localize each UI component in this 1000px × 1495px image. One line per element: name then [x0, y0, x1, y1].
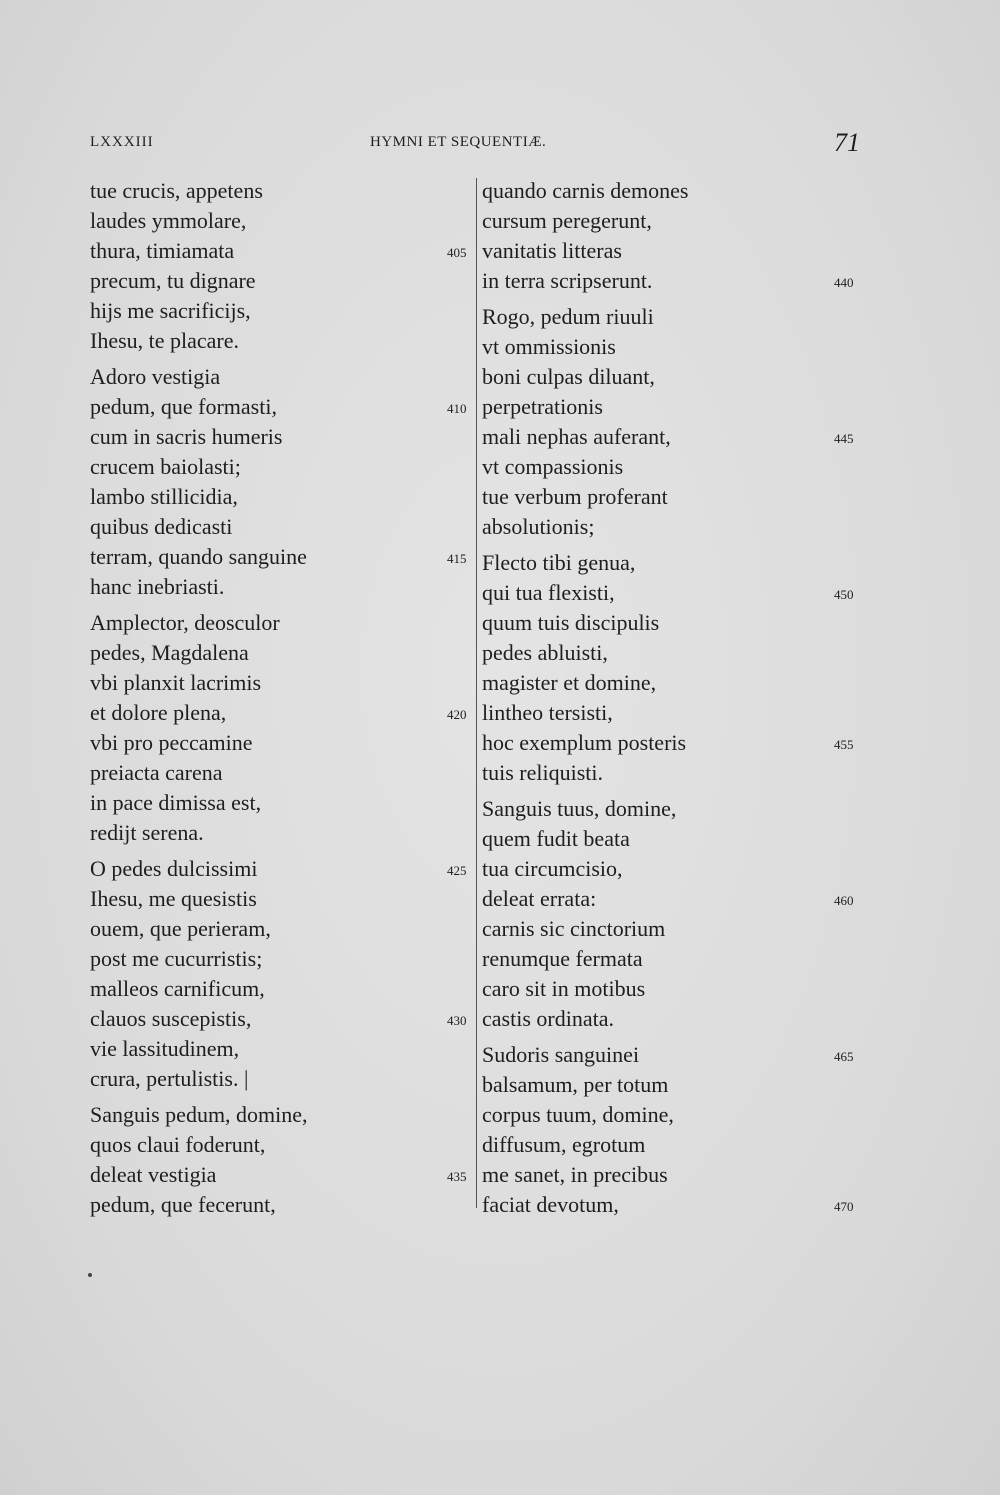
verse-line — [90, 236, 475, 266]
stanza — [90, 608, 475, 848]
verse-line — [90, 638, 475, 668]
verse-line — [90, 668, 475, 698]
verse-text: carnis sic cinctorium — [482, 916, 666, 941]
verse-line — [90, 854, 475, 884]
line-number: 470 — [834, 1199, 854, 1214]
left-column — [90, 176, 475, 1226]
verse-line — [482, 578, 882, 608]
verse-line — [90, 698, 475, 728]
verse-line — [90, 542, 475, 572]
verse-line — [482, 236, 882, 266]
verse-text: quibus dedicasti — [90, 514, 233, 539]
verse-line — [90, 572, 475, 602]
verse-line — [90, 758, 475, 788]
verse-text: vt ommissionis — [482, 334, 616, 359]
verse-text: quando carnis demones — [482, 178, 689, 203]
verse-line — [482, 668, 882, 698]
verse-line — [482, 794, 882, 824]
verse-text: pedum, que formasti, — [90, 394, 277, 419]
verse-text: tua circumcisio, — [482, 856, 623, 881]
verse-text: magister et domine, — [482, 670, 657, 695]
verse-text: crura, pertulistis. | — [90, 1066, 249, 1091]
verse-text: thura, timiamata — [90, 238, 235, 263]
verse-text: Flecto tibi genua, — [482, 550, 636, 575]
verse-line — [482, 974, 882, 1004]
verse-line — [482, 332, 882, 362]
verse-text: ouem, que perieram, — [90, 916, 271, 941]
verse-line — [482, 1130, 882, 1160]
verse-line — [90, 974, 475, 1004]
verse-text: qui tua flexisti, — [482, 580, 615, 605]
verse-line — [90, 512, 475, 542]
line-number: 430 — [447, 1013, 467, 1028]
verse-line — [90, 1034, 475, 1064]
verse-line — [482, 266, 882, 296]
stanza — [482, 302, 882, 542]
verse-text: pedes abluisti, — [482, 640, 608, 665]
verse-text: hijs me sacrificijs, — [90, 298, 251, 323]
verse-text: Ihesu, te placare. — [90, 328, 240, 353]
verse-line — [482, 176, 882, 206]
verse-text: pedes, Magdalena — [90, 640, 249, 665]
verse-line — [90, 944, 475, 974]
line-number: 425 — [447, 863, 467, 878]
verse-line — [90, 608, 475, 638]
line-number: 465 — [834, 1049, 854, 1064]
verse-line — [90, 422, 475, 452]
verse-line — [90, 1160, 475, 1190]
verse-text: absolutionis; — [482, 514, 595, 539]
verse-text: laudes ymmolare, — [90, 208, 247, 233]
verse-line — [482, 512, 882, 542]
line-number: 450 — [834, 587, 854, 602]
stanza — [482, 548, 882, 788]
verse-line — [90, 362, 475, 392]
verse-text: caro sit in motibus — [482, 976, 646, 1001]
verse-line — [482, 698, 882, 728]
line-number: 435 — [447, 1169, 467, 1184]
verse-text: diffusum, egrotum — [482, 1132, 646, 1157]
line-number: 415 — [447, 551, 467, 566]
verse-line — [482, 608, 882, 638]
verse-text: in pace dimissa est, — [90, 790, 262, 815]
verse-text: pedum, que fecerunt, — [90, 1192, 276, 1217]
stanza — [90, 1100, 475, 1220]
header-chapter-number: LXXXIII — [90, 134, 154, 150]
verse-text: Amplector, deosculor — [90, 610, 280, 635]
verse-text: O pedes dulcissimi — [90, 856, 258, 881]
line-number: 455 — [834, 737, 854, 752]
verse-line — [90, 482, 475, 512]
verse-text: vbi pro peccamine — [90, 730, 253, 755]
verse-text: vie lassitudinem, — [90, 1036, 240, 1061]
verse-line — [482, 914, 882, 944]
verse-text: hoc exemplum posteris — [482, 730, 687, 755]
verse-line — [482, 854, 882, 884]
verse-line — [482, 302, 882, 332]
verse-text: Sudoris sanguinei — [482, 1042, 640, 1067]
verse-text: lambo stillicidia, — [90, 484, 238, 509]
verse-text: post me cucurristis; — [90, 946, 263, 971]
verse-line — [90, 1130, 475, 1160]
verse-text: faciat devotum, — [482, 1192, 619, 1217]
stanza — [90, 854, 475, 1094]
verse-text: et dolore plena, — [90, 700, 227, 725]
verse-text: mali nephas auferant, — [482, 424, 671, 449]
verse-text: corpus tuum, domine, — [482, 1102, 674, 1127]
verse-text: castis ordinata. — [482, 1006, 614, 1031]
verse-text: Rogo, pedum riuuli — [482, 304, 654, 329]
verse-text: vanitatis litteras — [482, 238, 622, 263]
page-number: 71 — [834, 128, 860, 157]
header-title: HYMNI ET SEQUENTIÆ. — [370, 134, 547, 150]
line-number: 410 — [447, 401, 467, 416]
verse-line — [90, 818, 475, 848]
verse-line — [482, 638, 882, 668]
verse-line — [90, 206, 475, 236]
verse-line — [90, 1190, 475, 1220]
verse-text: deleat errata: — [482, 886, 597, 911]
line-number: 405 — [447, 245, 467, 260]
verse-text: quem fudit beata — [482, 826, 630, 851]
verse-line — [482, 1070, 882, 1100]
line-number: 440 — [834, 275, 854, 290]
verse-text: hanc inebriasti. — [90, 574, 225, 599]
verse-line — [90, 392, 475, 422]
verse-text: in terra scripserunt. — [482, 268, 653, 293]
line-number: 460 — [834, 893, 854, 908]
verse-text: perpetrationis — [482, 394, 603, 419]
verse-line — [90, 452, 475, 482]
right-column — [482, 176, 882, 1226]
verse-line — [482, 884, 882, 914]
verse-text: quum tuis discipulis — [482, 610, 660, 635]
stanza — [90, 362, 475, 602]
verse-line — [90, 728, 475, 758]
verse-text: Ihesu, me quesistis — [90, 886, 257, 911]
line-number: 420 — [447, 707, 467, 722]
verse-line — [90, 788, 475, 818]
verse-line — [90, 326, 475, 356]
verse-text: Sanguis pedum, domine, — [90, 1102, 308, 1127]
verse-text: vt compassionis — [482, 454, 624, 479]
verse-line — [482, 452, 882, 482]
verse-text: vbi planxit lacrimis — [90, 670, 262, 695]
verse-text: clauos suscepistis, — [90, 1006, 252, 1031]
verse-line — [90, 296, 475, 326]
verse-line — [482, 392, 882, 422]
verse-text: Sanguis tuus, domine, — [482, 796, 677, 821]
verse-text: tue verbum proferant — [482, 484, 668, 509]
verse-text: redijt serena. — [90, 820, 204, 845]
verse-line — [482, 944, 882, 974]
verse-line — [482, 482, 882, 512]
verse-text: cum in sacris humeris — [90, 424, 283, 449]
verse-text: renumque fermata — [482, 946, 643, 971]
verse-line — [90, 884, 475, 914]
verse-line — [482, 728, 882, 758]
verse-line — [90, 914, 475, 944]
verse-text: precum, tu dignare — [90, 268, 256, 293]
column-divider — [476, 178, 477, 1208]
verse-line — [90, 266, 475, 296]
verse-text: tuis reliquisti. — [482, 760, 603, 785]
verse-line — [90, 1100, 475, 1130]
verse-line — [90, 1004, 475, 1034]
verse-line — [482, 548, 882, 578]
verse-text: me sanet, in precibus — [482, 1162, 668, 1187]
verse-line — [482, 1190, 882, 1220]
verse-line — [482, 824, 882, 854]
verse-text: Adoro vestigia — [90, 364, 221, 389]
verse-line — [482, 362, 882, 392]
verse-text: terram, quando sanguine — [90, 544, 307, 569]
stanza — [482, 794, 882, 1034]
verse-line — [482, 422, 882, 452]
verse-text: deleat vestigia — [90, 1162, 217, 1187]
verse-line — [90, 1064, 475, 1094]
stanza — [90, 176, 475, 356]
print-speck — [88, 1273, 92, 1277]
verse-text: preiacta carena — [90, 760, 223, 785]
verse-line — [482, 1160, 882, 1190]
verse-line — [90, 176, 475, 206]
verse-text: boni culpas diluant, — [482, 364, 655, 389]
verse-text: tue crucis, appetens — [90, 178, 263, 203]
verse-text: quos claui foderunt, — [90, 1132, 266, 1157]
verse-line — [482, 1004, 882, 1034]
running-header — [90, 128, 860, 160]
stanza — [482, 176, 882, 296]
verse-text: lintheo tersisti, — [482, 700, 613, 725]
line-number: 445 — [834, 431, 854, 446]
verse-line — [482, 1100, 882, 1130]
stanza — [482, 1040, 882, 1220]
verse-line — [482, 1040, 882, 1070]
verse-text: crucem baiolasti; — [90, 454, 241, 479]
verse-line — [482, 206, 882, 236]
verse-text: malleos carnificum, — [90, 976, 265, 1001]
verse-text: balsamum, per totum — [482, 1072, 669, 1097]
verse-line — [482, 758, 882, 788]
verse-text: cursum peregerunt, — [482, 208, 652, 233]
